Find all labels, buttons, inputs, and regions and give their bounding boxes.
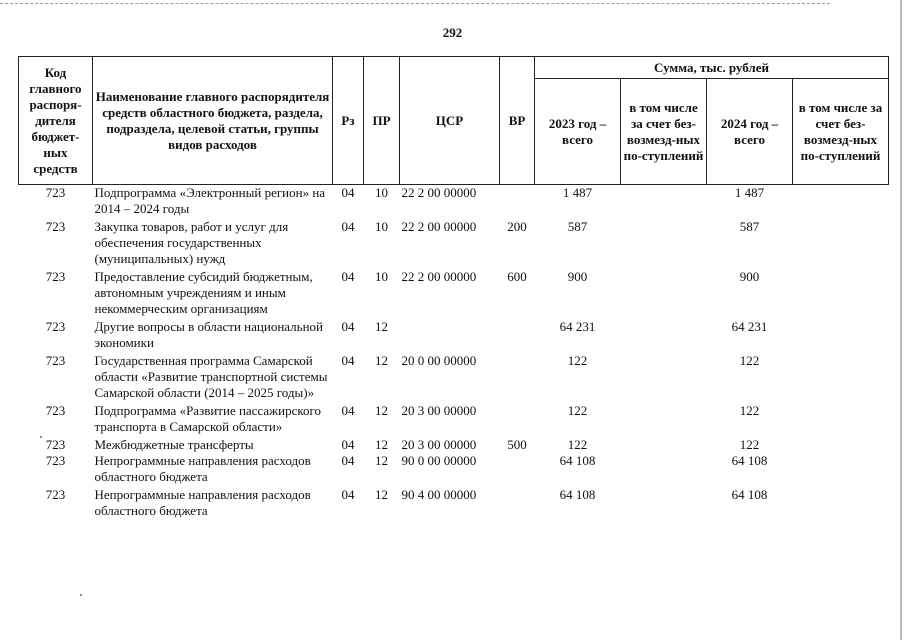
cell-2024-total: 900 <box>739 269 760 284</box>
cell-csr: 20 3 00 00000 <box>401 403 477 418</box>
cell-2023-free <box>621 267 707 317</box>
table-row <box>19 317 889 351</box>
table-row <box>19 217 889 267</box>
scan-border-right <box>900 0 902 640</box>
cell-name: Непрограммные направления расходов областного бюджета <box>94 487 311 518</box>
cell-2024-total: 1 487 <box>734 185 765 200</box>
cell-csr: 90 4 00 00000 <box>401 487 477 502</box>
header-sum: Сумма, тыс. рублей <box>535 57 889 79</box>
header-2023-free: в том числе за счет без-возмезд-ных по-ступлений <box>621 79 707 185</box>
cell-name: Предоставление субсидий бюджетным, автономным учреждениям и иным некоммерческим организациям <box>94 269 313 316</box>
cell-name: Межбюджетные трансферты <box>94 437 254 452</box>
cell-2023-free <box>621 317 707 351</box>
cell-rz: 04 <box>341 437 355 452</box>
cell-vr: 500 <box>507 437 527 452</box>
cell-2024-free <box>793 435 889 453</box>
cell-csr: 20 0 00 00000 <box>401 353 477 368</box>
cell-name: Другие вопросы в области национальной экономики <box>94 319 323 350</box>
cell-name: Подпрограмма «Электронный регион» на 2014 – 2024 годы <box>94 185 326 216</box>
cell-csr <box>400 317 500 351</box>
cell-vr <box>500 485 535 519</box>
cell-csr: 22 2 00 00000 <box>401 269 477 284</box>
header-csr: ЦСР <box>400 57 500 185</box>
cell-2023-total: 900 <box>567 269 588 284</box>
scan-speck <box>40 436 42 438</box>
table-row <box>19 351 889 401</box>
cell-2024-free <box>793 185 889 218</box>
budget-table <box>18 56 889 519</box>
cell-2023-total: 122 <box>567 353 588 368</box>
cell-2024-total: 64 108 <box>731 453 768 468</box>
cell-2024-total: 64 231 <box>731 319 768 334</box>
cell-2024-free <box>793 453 889 485</box>
cell-code: 723 <box>45 319 66 334</box>
cell-code: 723 <box>45 219 66 234</box>
cell-pr: 10 <box>375 219 388 234</box>
cell-pr: 12 <box>375 487 388 502</box>
page-number: 292 <box>442 25 463 40</box>
cell-2024-total: 122 <box>739 403 760 418</box>
header-code: Код главного распоря-дителя бюджет-ных средств <box>19 57 93 185</box>
header-name: Наименование главного распорядителя средств областного бюджета, раздела, подраздела, целевой статьи, группы видов расходов <box>93 57 333 185</box>
cell-2024-free <box>793 217 889 267</box>
cell-2023-free <box>621 485 707 519</box>
table-row <box>19 485 889 519</box>
header-2024-free: в том числе за счет без-возмезд-ных по-ступлений <box>793 79 889 185</box>
cell-vr <box>500 317 535 351</box>
cell-pr: 10 <box>375 185 388 200</box>
cell-pr: 12 <box>375 353 388 368</box>
cell-rz: 04 <box>341 185 355 200</box>
cell-2023-free <box>621 185 707 218</box>
cell-csr: 90 0 00 00000 <box>401 453 477 468</box>
cell-2023-total: 587 <box>567 219 588 234</box>
cell-rz: 04 <box>341 403 355 418</box>
table-row <box>19 267 889 317</box>
cell-vr <box>500 185 535 218</box>
table-row <box>19 435 889 453</box>
cell-pr: 12 <box>375 453 388 468</box>
cell-2023-free <box>621 401 707 435</box>
cell-csr: 22 2 00 00000 <box>401 185 477 200</box>
cell-rz: 04 <box>341 353 355 368</box>
cell-rz: 04 <box>341 269 355 284</box>
cell-pr: 12 <box>375 403 388 418</box>
cell-2024-free <box>793 485 889 519</box>
cell-2024-total: 122 <box>739 437 760 452</box>
cell-vr <box>500 351 535 401</box>
cell-vr <box>500 453 535 485</box>
cell-2024-free <box>793 317 889 351</box>
cell-name: Непрограммные направления расходов областного бюджета <box>94 453 311 484</box>
table-row <box>19 185 889 218</box>
cell-2023-free <box>621 351 707 401</box>
cell-name: Государственная программа Самарской области «Развитие транспортной системы Самарской области (2014 – 2025 годы)» <box>94 353 328 400</box>
cell-2024-total: 122 <box>739 353 760 368</box>
cell-pr: 10 <box>375 269 388 284</box>
cell-2023-total: 1 487 <box>562 185 593 200</box>
cell-2024-total: 64 108 <box>731 487 768 502</box>
table-row <box>19 401 889 435</box>
cell-rz: 04 <box>341 319 355 334</box>
cell-2023-free <box>621 453 707 485</box>
cell-2023-total: 64 108 <box>559 487 596 502</box>
cell-2023-total: 122 <box>567 403 588 418</box>
cell-2024-free <box>793 267 889 317</box>
table-body <box>19 185 889 520</box>
header-pr: ПР <box>364 57 400 185</box>
cell-rz: 04 <box>341 487 355 502</box>
cell-rz: 04 <box>341 453 355 468</box>
cell-name: Закупка товаров, работ и услуг для обеспечения государственных (муниципальных) нужд <box>94 219 289 266</box>
cell-vr: 600 <box>507 269 527 284</box>
cell-rz: 04 <box>341 219 355 234</box>
header-vr: ВР <box>500 57 535 185</box>
header-2023-total: 2023 год – всего <box>535 79 621 185</box>
cell-code: 723 <box>45 185 66 200</box>
cell-2024-free <box>793 351 889 401</box>
cell-code: 723 <box>45 269 66 284</box>
cell-2023-total: 122 <box>567 437 588 452</box>
cell-csr: 22 2 00 00000 <box>401 219 477 234</box>
header-rz: Рз <box>333 57 364 185</box>
cell-pr: 12 <box>375 319 388 334</box>
table-row <box>19 453 889 485</box>
cell-2023-free <box>621 435 707 453</box>
cell-2023-total: 64 108 <box>559 453 596 468</box>
cell-code: 723 <box>45 453 66 468</box>
cell-2023-total: 64 231 <box>559 319 596 334</box>
cell-2024-total: 587 <box>739 219 760 234</box>
scan-border-top <box>0 3 830 4</box>
scan-speck <box>80 594 82 596</box>
cell-vr: 200 <box>507 219 527 234</box>
cell-code: 723 <box>45 403 66 418</box>
table-header <box>19 57 889 185</box>
cell-csr: 20 3 00 00000 <box>401 437 477 452</box>
cell-name: Подпрограмма «Развитие пассажирского транспорта в Самарской области» <box>94 403 322 434</box>
cell-vr <box>500 401 535 435</box>
cell-2023-free <box>621 217 707 267</box>
cell-2024-free <box>793 401 889 435</box>
header-2024-total: 2024 год – всего <box>707 79 793 185</box>
cell-code: 723 <box>45 437 66 452</box>
cell-pr: 12 <box>375 437 388 452</box>
cell-code: 723 <box>45 487 66 502</box>
cell-code: 723 <box>45 353 66 368</box>
